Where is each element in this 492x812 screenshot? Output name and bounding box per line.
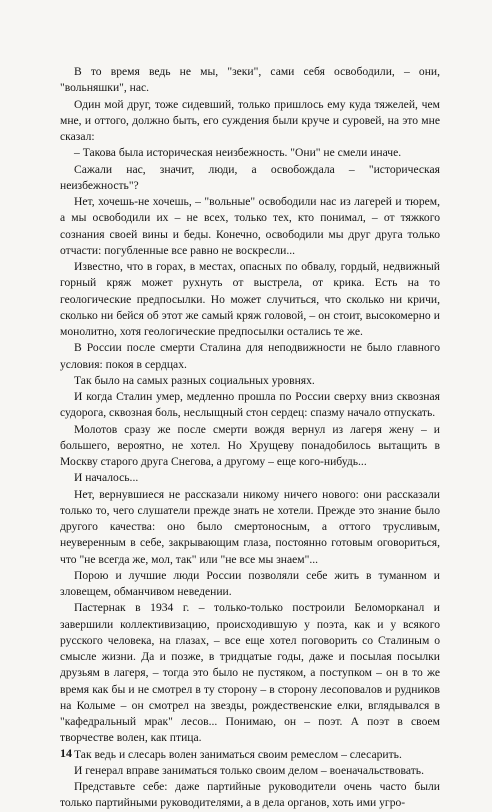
paragraph: Нет, вернувшиеся не рассказали никому ничего нового: они рассказали только то, чего слушатели прежде знать не хотели. Прежде это знание было другого качества: оно было смертоносным, а оттого трусливым, неуверенным в себе, закрывающим глаза, постоянно готовым оговориться, что "не всегда же, мол, так" или "не все мы знаем"...	[60, 487, 440, 566]
paragraph: И началось...	[74, 471, 139, 485]
page-number: 14	[60, 746, 72, 760]
paragraph: Известно, что в горах, в местах, опасных по обвалу, гордый, недвижный горный кряж может рухнуть от выстрела, от крика. Есть на то геологические предпосылки. Но может случиться, что сколько ни кричи, сколько ни бейся об этот же самый кряж головой, – он стоит, высокомерно и монолитно, хотя геологические предпосылки остались те же.	[60, 260, 440, 338]
paragraph: И когда Сталин умер, медленно прошла по России сверху вниз сквозная судорога, сквозная боль, неслыщный стон сердец: спазму начало отпускать.	[60, 390, 440, 420]
paragraph: В то время ведь не мы, "зеки", сами себя освободили, – они, "вольняшки", нас.	[60, 65, 440, 95]
paragraph: Порою и лучшие люди России позволяли себе жить в туманном и зловещем, обманчивом неведении.	[60, 568, 440, 598]
paragraph: В России после смерти Сталина для неподвижности не было главного условия: покоя в сердцах.	[60, 341, 440, 371]
paragraph: Представьте себе: даже партийные руководители очень часто были только партийными руководителями, а в дела органов, хоть ими угро-	[60, 780, 440, 810]
paragraph: Молотов сразу же после смерти вождя вернул из лагеря жену – и большего, вероятно, не хотел. Но Хрущеву понадобилось вытащить в Москву старого друга Снегова, а другому – еще кого-нибудь...	[60, 422, 440, 468]
paragraph: Так ведь и слесарь волен заниматься своим ремеслом – слесарить.	[74, 747, 402, 761]
paragraph: Один мой друг, тоже сидевший, только пришлось ему куда тяжелей, чем мне, и оттого, должно быть, его суждения были круче и суровей, на это мне сказал:	[60, 97, 440, 143]
paragraph: Сажали нас, значит, люди, а освобождала – "историческая неизбежность"?	[60, 162, 440, 192]
paragraph: Пастернак в 1934 г. – только-только построили Беломорканал и завершили коллективизацию, происходившую у поэта, как и у всякого русского человека, на глазах, – все еще хотел поговорить со Сталиным о смысле жизни. Да и позже, в тридцатые годы, даже и посылая посылки друзьям в лагеря, – тогда это было не пустяком, а поступком – он в то же время как бы и не смотрел в ту сторону – в сторону лесоповалов и рудников на Колыме – он смотрел на звезды, рождественские елки, вглядывался в "кафедральный мрак" лесов... Понимаю, он – поэт. А поэт в своем творчестве волен, как птица.	[60, 601, 440, 745]
paragraph: Нет, хочешь-не хочешь, – "вольные" освободили нас из лагерей и тюрем, а мы освободили их – не всех, только тех, кто понимал, – от тяжкого сознания своей вины и беды. Конечно, освободили мы друг друга только отчасти: погубленные все равно не воскресли...	[60, 195, 440, 257]
paragraph: Так было на самых разных социальных уровнях.	[74, 373, 315, 387]
paragraph: – Такова была историческая неизбежность. "Они" не смели иначе.	[74, 146, 402, 160]
paragraph: И генерал вправе заниматься только своим делом – военачальствовать.	[74, 763, 424, 777]
page-body-text	[60, 64, 440, 812]
